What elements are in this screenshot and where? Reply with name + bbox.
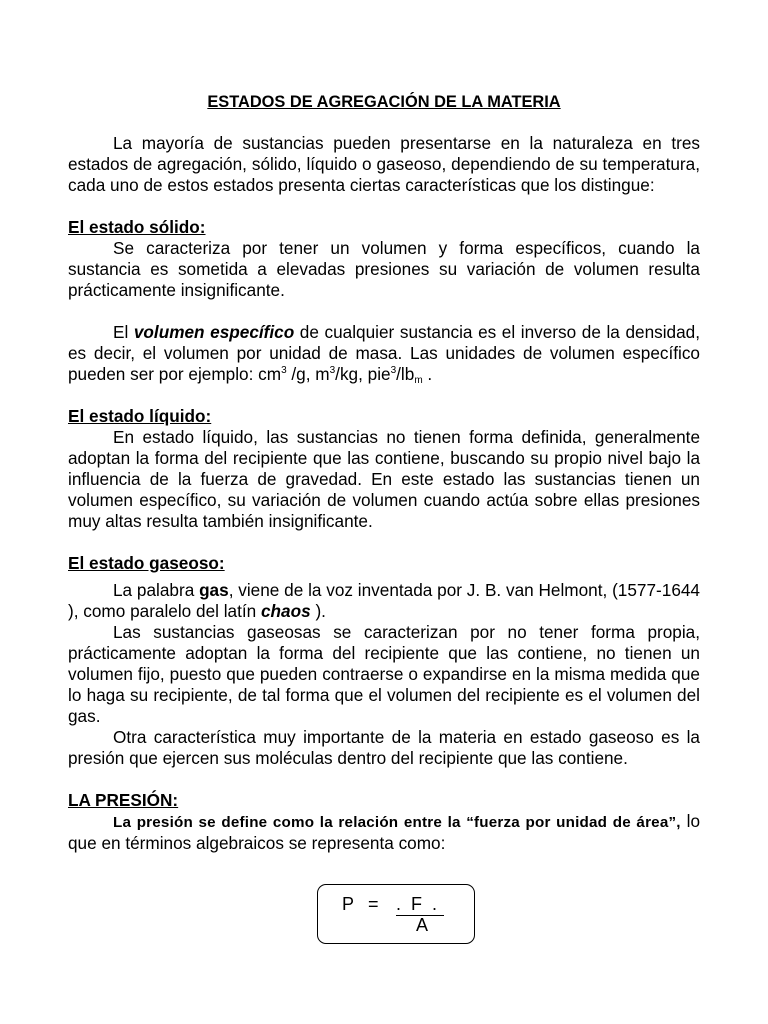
gas-properties-paragraph: Las sustancias gaseosas se caracterizan por no tener forma propia, prácticamente adoptan la forma del recipiente que las contiene, no tienen un volumen fijo, puesto que pueden contraerse o expandirse en la misma medida que lo haga su recipiente, de tal forma que el volumen del recipiente es el volumen del gas. [68,622,700,726]
formula-denominator: A [416,915,429,935]
lb-subscript: m [414,375,423,386]
pressure-formula-box [317,884,475,944]
pressure-heading: LA PRESIÓN: [68,790,179,810]
pressure-definition-paragraph [68,811,700,854]
unit-g: /g, m [286,364,330,384]
specific-volume-paragraph [68,322,700,385]
gas-text-end: ). [310,601,326,621]
liquid-heading: El estado líquido: [68,406,212,426]
document-title: ESTADOS DE AGREGACIÓN DE LA MATERIA [207,93,561,111]
gas-text-pre: La palabra [113,580,200,600]
formula-equals: = [368,894,379,914]
specific-volume-term: volumen específico [133,322,295,342]
unit-kg: /kg, pie [335,364,391,384]
pressure-definition-cont: lo que en términos algebraicos se representa como: [68,811,700,853]
sv-text-mid: de cualquier sustancia es el inverso de la densidad, es decir, el volumen por unidad de masa. Las unidades de volumen específico pueden ser por ejemplo: cm [68,322,700,384]
gas-text-mid: , viene de la voz inventada por J. B. van Helmont, (1577-1644 ), como paralelo del latín [68,580,700,621]
formula-numerator: . F . [396,894,438,914]
gas-etymology-paragraph [68,580,700,622]
cm-exponent: 3 [281,365,287,376]
document-page [68,92,700,854]
formula-p: P [342,894,355,914]
pie-exponent: 3 [390,365,397,376]
solid-paragraph: Se caracteriza por tener un volumen y forma específicos, cuando la sustancia es sometida a elevadas presiones su variación de volumen resulta prácticamente insignificante. [68,238,700,300]
liquid-paragraph: En estado líquido, las sustancias no tienen forma definida, generalmente adoptan la forma del recipiente que las contiene, buscando su propio nivel bajo la influencia de la fuerza de gravedad. En este estado las sustancias tienen un volumen específico, su variación de volumen cuando actúa sobre ellas presiones muy altas resulta también insignificante. [68,427,700,531]
sv-text-pre: El [113,322,134,342]
chaos-word: chaos [260,601,311,621]
gas-pressure-paragraph: Otra característica muy importante de la materia en estado gaseoso es la presión que ejercen sus moléculas dentro del recipiente que las contiene. [68,727,700,768]
gas-word: gas [199,580,229,600]
solid-heading: El estado sólido: [68,217,206,237]
sv-end: . [422,364,433,384]
pressure-definition: La presión se define como la relación entre la “fuerza por unidad de área”, [113,814,681,831]
intro-paragraph: La mayoría de sustancias pueden presentarse en la naturaleza en tres estados de agregación, sólido, líquido o gaseoso, dependiendo de su temperatura, cada uno de estos estados presenta ciertas características que los distingue: [68,133,700,195]
gas-heading: El estado gaseoso: [68,553,225,573]
unit-lb: /lb [396,364,415,384]
m-exponent: 3 [329,365,336,376]
